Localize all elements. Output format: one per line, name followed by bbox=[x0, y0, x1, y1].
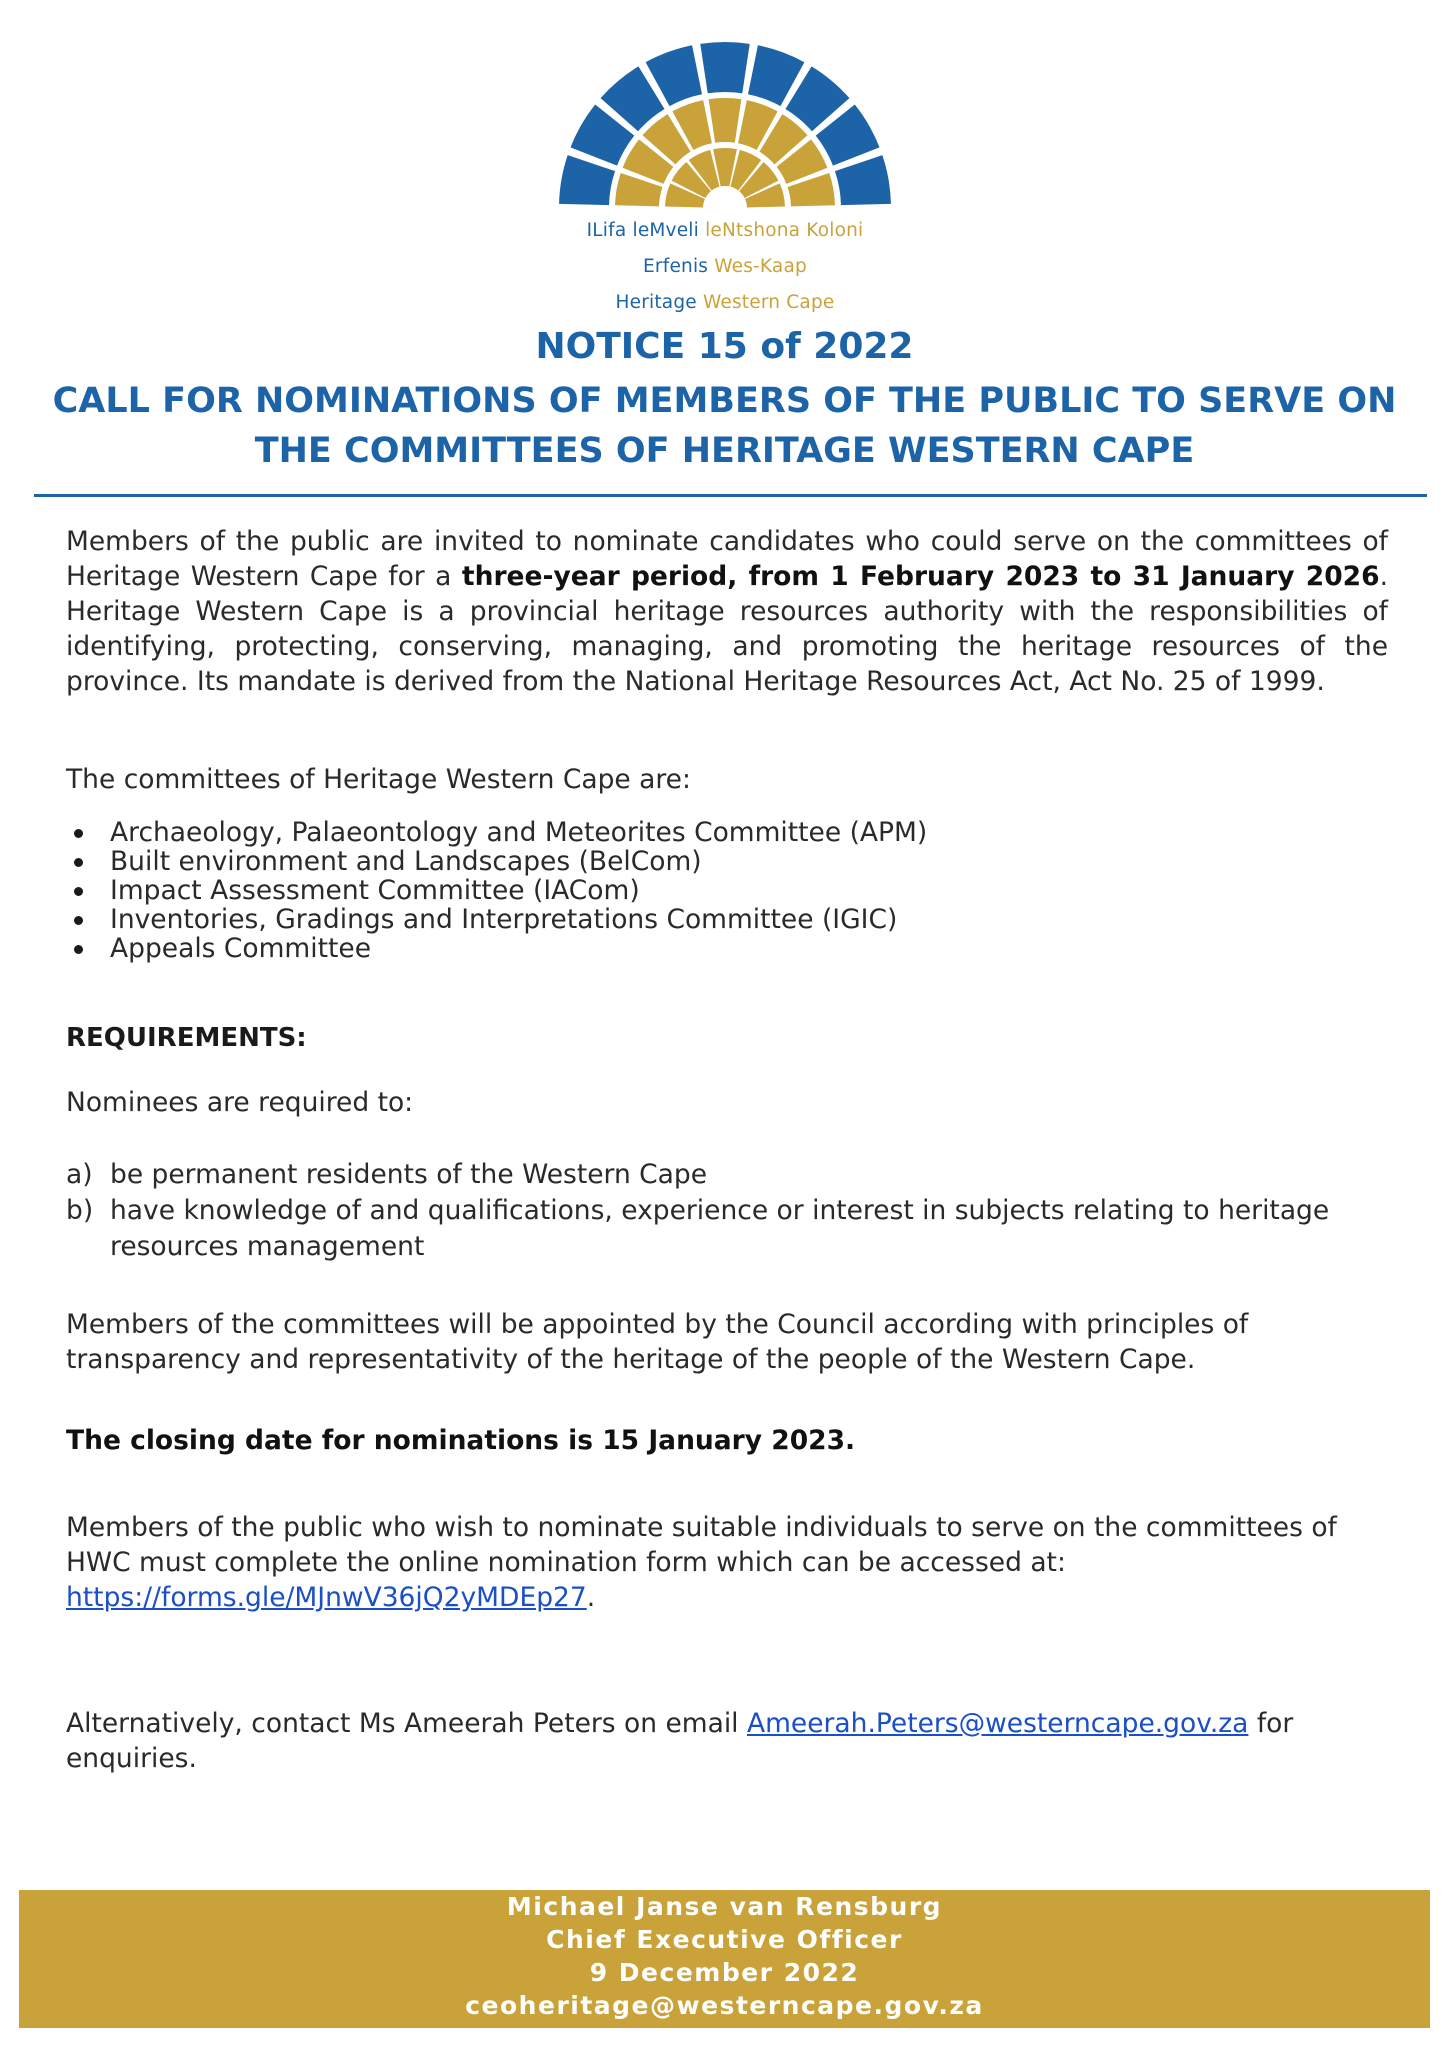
heading-divider bbox=[34, 494, 1427, 497]
signature-banner bbox=[19, 1890, 1430, 2028]
list-marker: b) bbox=[66, 1195, 94, 1226]
notice-date: 9 December 2022 bbox=[589, 1958, 860, 1987]
list-item bbox=[66, 934, 1386, 963]
committees-list bbox=[66, 818, 1386, 963]
list-item bbox=[66, 905, 1386, 934]
ceo-title: Chief Executive Officer bbox=[546, 1925, 903, 1954]
logo-line-afrikaans bbox=[544, 256, 906, 277]
logo-line-xhosa bbox=[544, 220, 906, 241]
notice-title-line-1: CALL FOR NOMINATIONS OF MEMBERS OF THE PUBLIC TO SERVE ON bbox=[52, 381, 1397, 421]
list-item bbox=[66, 876, 1386, 905]
sunburst-wedge bbox=[835, 155, 891, 205]
ceo-name: Michael Janse van Rensburg bbox=[506, 1892, 943, 1921]
sunburst-wedge bbox=[700, 42, 749, 93]
logo-text-gold: Wes-Kaap bbox=[714, 256, 807, 277]
online-nomination-paragraph bbox=[66, 1510, 1386, 1615]
bullet-icon bbox=[74, 916, 83, 925]
bullet-icon bbox=[74, 887, 83, 896]
notice-number: NOTICE 15 of 2022 bbox=[535, 326, 914, 367]
notice-title bbox=[40, 376, 1409, 476]
logo-text-blue: Heritage bbox=[615, 292, 697, 313]
sunburst-wedge bbox=[709, 98, 742, 143]
ceo-email: ceoheritage@westerncape.gov.za bbox=[465, 1991, 984, 2020]
intro-period-bold: three-year period, from 1 February 2023 to 31 January 2026 bbox=[461, 561, 1380, 592]
logo-text-gold: leNtshona Koloni bbox=[705, 220, 864, 241]
bullet-icon bbox=[74, 945, 83, 954]
heritage-western-cape-logo bbox=[544, 26, 906, 313]
committees-lead: The committees of Heritage Western Cape are: bbox=[66, 764, 691, 795]
logo-line-english bbox=[544, 292, 906, 313]
requirements-heading: REQUIREMENTS: bbox=[66, 1023, 307, 1053]
requirements-list bbox=[66, 1157, 1386, 1265]
bullet-icon bbox=[74, 858, 83, 867]
list-item bbox=[66, 847, 1386, 876]
contact-text: Alternatively, contact Ms Ameerah Peters on email bbox=[66, 1708, 747, 1739]
committee-name: Built environment and Landscapes (BelCom) bbox=[110, 846, 702, 877]
requirement-text: have knowledge of and qualifications, experience or interest in subjects relating to heritage resources management bbox=[110, 1195, 1330, 1262]
notice-title-line-2: THE COMMITTEES OF HERITAGE WESTERN CAPE bbox=[254, 431, 1195, 471]
list-item bbox=[66, 1193, 1386, 1265]
sunburst-wedge bbox=[559, 155, 615, 205]
list-item bbox=[66, 818, 1386, 847]
contact-after: for enquiries. bbox=[66, 1708, 1294, 1774]
nomination-form-link[interactable]: https://forms.gle/MJnwV36jQ2yMDEp27 bbox=[66, 1582, 587, 1613]
closing-date: The closing date for nominations is 15 January 2023. bbox=[66, 1425, 856, 1456]
contact-paragraph bbox=[66, 1706, 1386, 1776]
requirements-lead: Nominees are required to: bbox=[66, 1087, 414, 1118]
intro-paragraph bbox=[66, 524, 1388, 699]
committee-name: Inventories, Gradings and Interpretations Committee (IGIC) bbox=[110, 904, 898, 935]
contact-email-link[interactable]: Ameerah.Peters@westerncape.gov.za bbox=[746, 1708, 1249, 1739]
committee-name: Impact Assessment Committee (IACom) bbox=[110, 875, 640, 906]
requirement-text: be permanent residents of the Western Cape bbox=[110, 1159, 708, 1190]
list-item bbox=[66, 1157, 1386, 1193]
sunburst-emblem-icon bbox=[544, 26, 906, 216]
logo-text-blue: Erfenis bbox=[643, 256, 709, 277]
bullet-icon bbox=[74, 829, 83, 838]
online-text: Members of the public who wish to nominate suitable individuals to serve on the committees of HWC must complete the online nomination form which can be accessed at: bbox=[66, 1512, 1337, 1578]
committee-name: Archaeology, Palaeontology and Meteorites Committee (APM) bbox=[110, 817, 928, 848]
intro-text-1: Members of the public are invited to nominate candidates who could serve on the committees of Heritage Western Cape for a bbox=[66, 526, 1388, 592]
list-marker: a) bbox=[66, 1159, 93, 1190]
appointment-paragraph: Members of the committees will be appointed by the Council according with principles of transparency and representativity of the heritage of the people of the Western Cape. bbox=[66, 1309, 1249, 1375]
logo-text-gold: Western Cape bbox=[702, 292, 835, 313]
committee-name: Appeals Committee bbox=[110, 933, 372, 964]
online-after: . bbox=[586, 1582, 596, 1613]
intro-text-2: . Heritage Western Cape is a provincial heritage resources authority with the responsibilities of identifying, protecting, conserving, managing, and promoting the heritage resources of the province. Its mandate is derived from the National Heritage Resources Act, Act No. 25 of 1999. bbox=[66, 561, 1389, 697]
logo-text-blue: ILifa leMveli bbox=[586, 220, 699, 241]
